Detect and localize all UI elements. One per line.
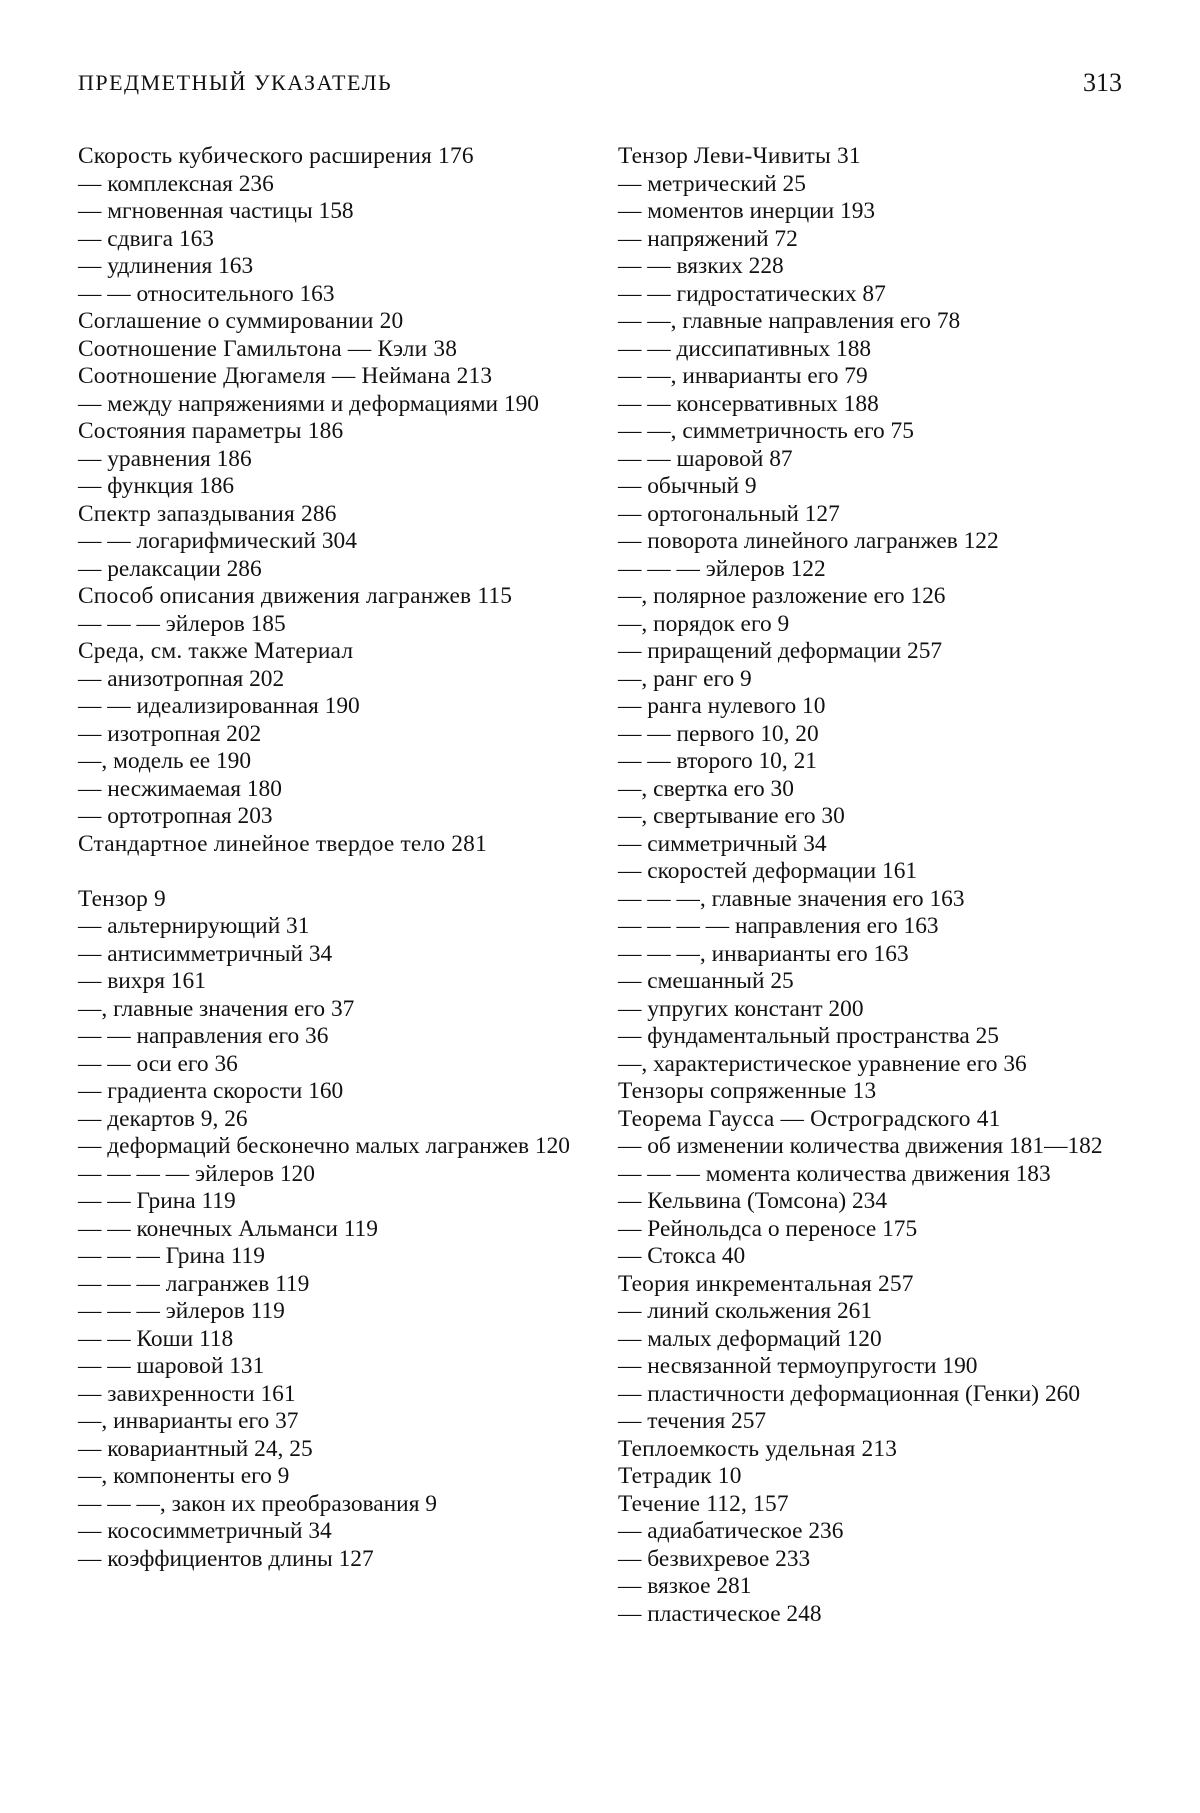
index-entry: — мгновенная частицы 158: [78, 198, 354, 224]
index-entry: Спектр запаздывания 286: [78, 500, 337, 527]
index-entry: — вихря 161: [78, 968, 206, 994]
index-entry: — — логарифмический 304: [78, 528, 357, 554]
index-entry: — между напряжениями и деформациями 190: [78, 390, 539, 417]
index-entry: — — конечных Альманси 119: [78, 1215, 378, 1242]
index-entry: Стандартное линейное твердое тело 281: [78, 830, 487, 857]
index-entry: — — идеализированная 190: [78, 693, 360, 719]
index-entry: — — — эйлеров 185: [78, 610, 286, 637]
index-entry: — несжимаемая 180: [78, 775, 282, 802]
index-entry: — релаксации 286: [78, 555, 262, 582]
index-entry: —, компоненты его 9: [78, 1463, 290, 1489]
index-entry: — Кельвина (Томсона) 234: [618, 1188, 888, 1214]
index-entry: —, ранг его 9: [618, 665, 752, 692]
index-entry: — — —, главные значения его 163: [618, 885, 965, 912]
index-entry: — — Коши 118: [78, 1325, 234, 1352]
index-entry: — Стокса 40: [618, 1243, 746, 1269]
index-entry: — альтернирующий 31: [78, 913, 310, 939]
index-entry: — — —, закон их преобразования 9: [78, 1490, 438, 1517]
index-entry: — фундаментальный пространства 25: [618, 1023, 999, 1049]
index-entry: Теорема Гаусса — Остроградского 41: [618, 1105, 1001, 1132]
index-entry: — упругих констант 200: [618, 995, 864, 1022]
index-entry: Тетрадик 10: [618, 1463, 742, 1489]
page-header: [78, 70, 1122, 106]
index-entry: Тензор 9: [78, 885, 166, 912]
index-entry: — безвихревое 233: [618, 1545, 811, 1572]
index-entry: Соотношение Дюгамеля — Неймана 213: [78, 363, 493, 389]
running-title: ПРЕДМЕТНЫЙ УКАЗАТЕЛЬ: [78, 70, 393, 95]
index-entry: Теория инкрементальная 257: [618, 1270, 914, 1297]
index-entry: — завихренности 161: [78, 1380, 296, 1407]
index-entry: — —, симметричность его 75: [618, 418, 914, 444]
index-entry: Способ описания движения лагранжев 115: [78, 583, 513, 609]
index-entry: Соотношение Гамильтона — Кэли 38: [78, 335, 458, 362]
index-entry: — уравнения 186: [78, 445, 252, 472]
index-entry: — — оси его 36: [78, 1050, 238, 1077]
index-entry: — ранга нулевого 10: [618, 693, 826, 719]
index-entry: — — относительного 163: [78, 280, 335, 307]
index-entry: —, главные значения его 37: [78, 995, 355, 1022]
index-entry: — пластическое 248: [618, 1600, 822, 1627]
index-entry: — метрический 25: [618, 170, 806, 197]
index-entry: —, модель ее 190: [78, 748, 252, 774]
index-entry: — ортогональный 127: [618, 500, 840, 527]
index-entry: — — консервативных 188: [618, 390, 879, 417]
index-entry: — симметричный 34: [618, 830, 827, 857]
index-entry: — скоростей деформации 161: [618, 858, 918, 884]
index-entry: Тензоры сопряженные 13: [618, 1078, 877, 1104]
index-entry: Среда, см. также Материал: [78, 638, 354, 664]
index-entry: — об изменении количества движения 181—182: [618, 1133, 1103, 1159]
index-entry: — Рейнольдса о переносе 175: [618, 1215, 918, 1242]
index-entry: — — направления его 36: [78, 1023, 329, 1049]
index-entry: — приращений деформации 257: [618, 638, 943, 664]
index-entry: —, инварианты его 37: [78, 1408, 299, 1434]
index-entry: — градиента скорости 160: [78, 1078, 344, 1104]
index-entry: — — —, инварианты его 163: [618, 940, 909, 967]
index-entry: — анизотропная 202: [78, 665, 285, 692]
index-entry: —, характеристическое уравнение его 36: [618, 1050, 1027, 1077]
index-entry: — адиабатическое 236: [618, 1518, 844, 1544]
index-entry: — — гидростатических 87: [618, 280, 886, 307]
index-entry: — комплексная 236: [78, 170, 274, 197]
index-entry: — удлинения 163: [78, 253, 254, 279]
index-entry: — антисимметричный 34: [78, 940, 333, 967]
index-entry: — сдвига 163: [78, 225, 214, 252]
index-entry: —, порядок его 9: [618, 610, 790, 637]
index-entry: — — — лагранжев 119: [78, 1270, 310, 1297]
index-entry: — моментов инерции 193: [618, 198, 876, 224]
index-entry: — несвязанной термоупругости 190: [618, 1353, 978, 1379]
index-entry: Тензор Леви-Чивиты 31: [618, 143, 861, 169]
index-entry: — — второго 10, 21: [618, 748, 817, 774]
index-entry: — кососимметричный 34: [78, 1518, 332, 1544]
index-entry: — пластичности деформационная (Генки) 260: [618, 1380, 1081, 1407]
index-entry: — ковариантный 24, 25: [78, 1435, 313, 1462]
index-entry: Соглашение о суммировании 20: [78, 308, 404, 334]
index-entry: — обычный 9: [618, 473, 757, 499]
index-column-right: [618, 143, 1110, 1628]
index-entry: — смешанный 25: [618, 968, 794, 994]
index-entry: — — — Грина 119: [78, 1243, 265, 1269]
index-entry: — декартов 9, 26: [78, 1105, 248, 1132]
index-entry: —, свертка его 30: [618, 775, 794, 802]
index-entry: — функция 186: [78, 473, 235, 499]
index-entry: — — — эйлеров 119: [78, 1298, 285, 1324]
index-entry: — —, инварианты его 79: [618, 363, 868, 389]
index-entry: — — — эйлеров 122: [618, 555, 826, 582]
index-entry: — — первого 10, 20: [618, 720, 819, 747]
index-entry: Теплоемкость удельная 213: [618, 1435, 898, 1462]
index-entry: — — шаровой 131: [78, 1353, 265, 1379]
index-entry: — вязкое 281: [618, 1573, 752, 1599]
index-entry: — малых деформаций 120: [618, 1325, 882, 1352]
index-entry: Скорость кубического расширения 176: [78, 143, 474, 169]
index-entry: — линий скольжения 261: [618, 1298, 873, 1324]
index-entry: — — — — направления его 163: [618, 913, 939, 939]
index-entry: — — — момента количества движения 183: [618, 1160, 1051, 1187]
index-entry: — коэффициентов длины 127: [78, 1545, 374, 1572]
index-entry: — — шаровой 87: [618, 445, 793, 472]
index-entry: — деформаций бесконечно малых лагранжев 120: [78, 1133, 570, 1159]
index-entry: — — Грина 119: [78, 1188, 236, 1214]
index-entry: Состояния параметры 186: [78, 418, 344, 444]
index-entry: —, полярное разложение его 126: [618, 583, 946, 609]
index-entry: —, свертывание его 30: [618, 803, 845, 829]
index-entry: — — вязких 228: [618, 253, 784, 279]
index-entry: — поворота линейного лагранжев 122: [618, 528, 999, 554]
index-entry: — изотропная 202: [78, 720, 262, 747]
index-entry: — напряжений 72: [618, 225, 798, 252]
index-entry: — — — — эйлеров 120: [78, 1160, 315, 1187]
index-entry: — —, главные направления его 78: [618, 308, 961, 334]
index-column-left: [78, 143, 573, 1573]
index-spacer: [78, 858, 573, 886]
index-entry: — течения 257: [618, 1408, 767, 1434]
index-entry: Течение 112, 157: [618, 1490, 789, 1517]
page-number: 313: [1083, 68, 1122, 97]
index-entry: — ортотропная 203: [78, 803, 273, 829]
index-entry: — — диссипативных 188: [618, 335, 872, 362]
